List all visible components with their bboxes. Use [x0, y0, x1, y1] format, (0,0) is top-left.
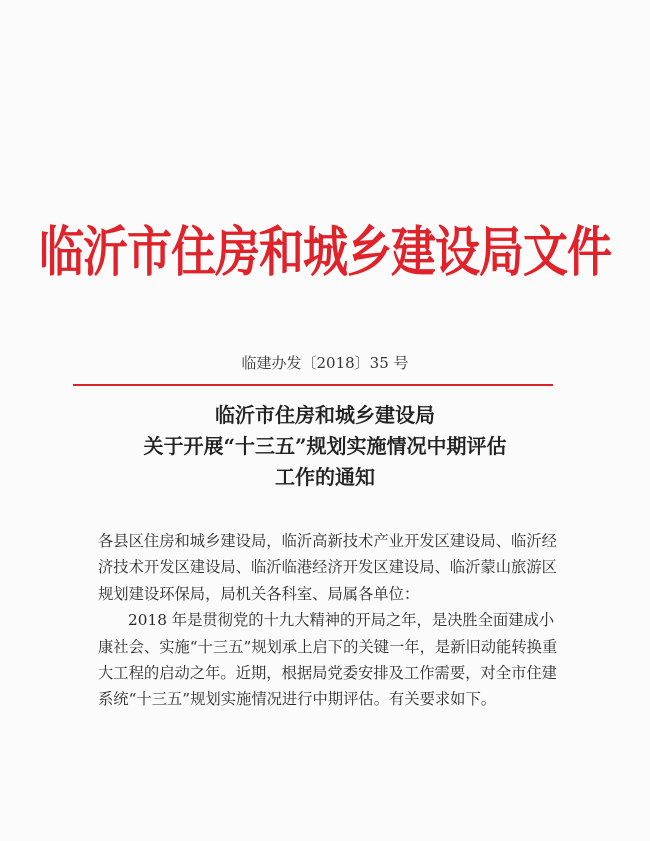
- notice-title-line-2: 关于开展“十三五”规划实施情况中期评估: [143, 434, 507, 458]
- issuing-authority-header: 临沂市住房和城乡建设局文件: [38, 220, 611, 284]
- red-separator-line: [73, 384, 553, 386]
- document-body: [98, 528, 558, 713]
- recipients-paragraph: 各县区住房和城乡建设局，临沂高新技术产业开发区建设局、临沂经济技术开发区建设局、临沂临港经济开发区建设局、临沂蒙山旅游区规划建设环保局，局机关各科室、局属各单位：: [98, 532, 557, 603]
- notice-title-line-3: 工作的通知: [275, 465, 375, 489]
- notice-title: [0, 400, 650, 493]
- notice-title-line-1: 临沂市住房和城乡建设局: [215, 403, 435, 427]
- body-paragraph-1: 2018 年是贯彻党的十九大精神的开局之年，是决胜全面建成小康社会、实施“十三五”规划承上启下的关键一年，是新旧动能转换重大工程的启动之年。近期，根据局党委安排及工作需要，对全市住建系统“十三五”规划实施情况进行中期评估。有关要求如下。: [98, 611, 558, 709]
- document-number: 临建办发〔2018〕35 号: [241, 354, 409, 372]
